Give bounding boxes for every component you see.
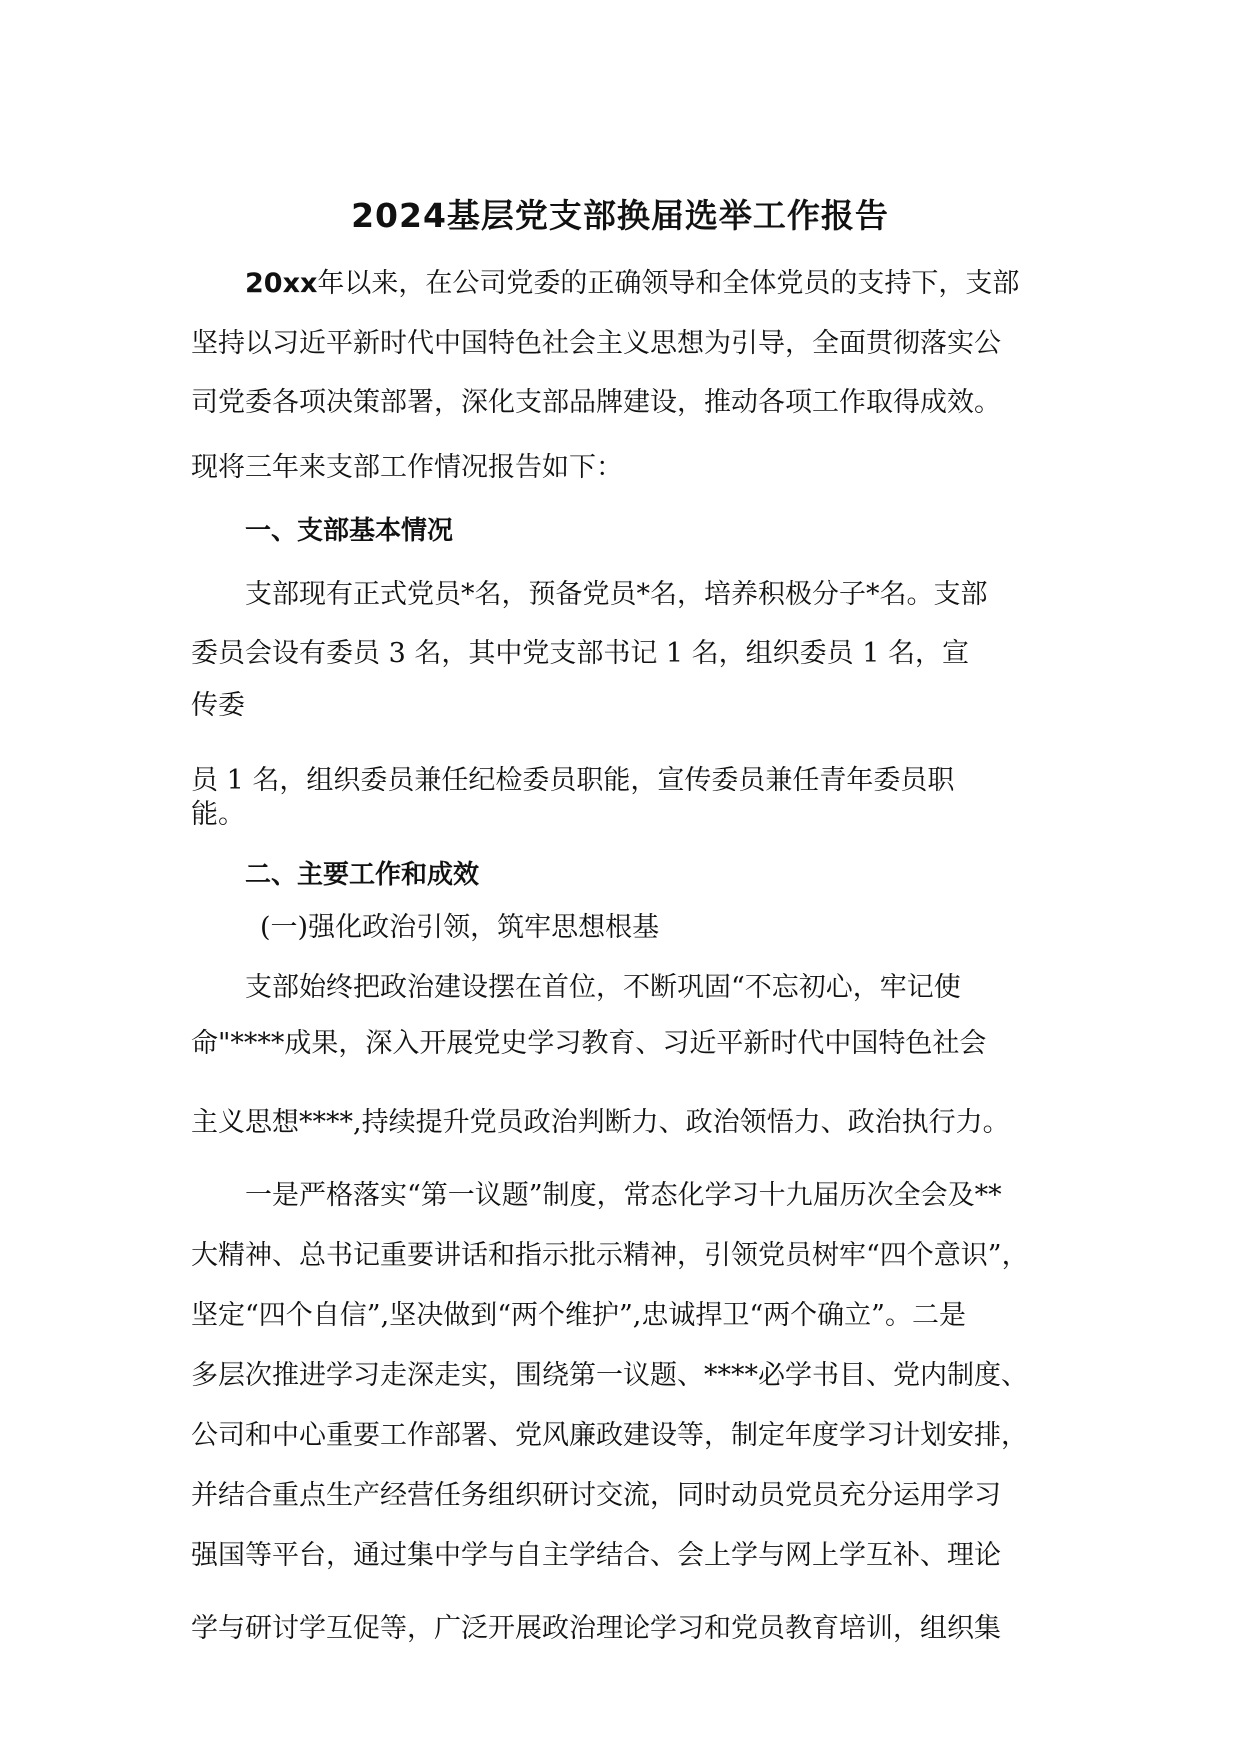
- section-1-line-5: 能。: [191, 799, 245, 830]
- paragraph-2-line-3: 坚定“四个自信”,坚决做到“两个维护”,忠诚捍卫“两个确立”。二是: [191, 1300, 966, 1331]
- paragraph-2-line-4: 多层次推进学习走深走实，围绕第一议题、****必学书目、党内制度、: [191, 1360, 1028, 1391]
- intro-line-1: [245, 264, 1019, 304]
- paragraph-2-line-2: 大精神、总书记重要讲话和指示批示精神，引领党员树牢“四个意识”，: [191, 1240, 1029, 1271]
- intro-line-2: 坚持以习近平新时代中国特色社会主义思想为引导，全面贯彻落实公: [191, 328, 1001, 359]
- section-2-heading: 二、主要工作和成效: [245, 860, 480, 890]
- intro-line-4: 现将三年来支部工作情况报告如下：: [191, 452, 623, 483]
- paragraph-2-line-6: 并结合重点生产经营任务组织研讨交流，同时动员党员充分运用学习: [191, 1480, 1001, 1511]
- section-2-subheading: (一)强化政治引领，筑牢思想根基: [260, 912, 660, 943]
- section-1-line-4: 员 1 名，组织委员兼任纪检委员职能，宣传委员兼任青年委员职: [191, 765, 955, 796]
- intro-line-1-text: 年以来，在公司党委的正确领导和全体党员的支持下，支部: [317, 268, 1020, 299]
- section-1-line-1: 支部现有正式党员*名，预备党员*名，培养积极分子*名。支部: [245, 579, 988, 610]
- intro-year: 20xx: [245, 268, 318, 299]
- section-1-line-2: 委员会设有委员 3 名，其中党支部书记 1 名，组织委员 1 名，宣: [191, 638, 970, 669]
- paragraph-2-line-1: 一是严格落实“第一议题”制度，常态化学习十九届历次全会及**: [245, 1180, 1002, 1211]
- paragraph-2-line-8: 学与研讨学互促等，广泛开展政治理论学习和党员教育培训，组织集: [191, 1613, 1001, 1644]
- paragraph-2-line-7: 强国等平台，通过集中学与自主学结合、会上学与网上学互补、理论: [191, 1540, 1001, 1571]
- intro-line-3: 司党委各项决策部署，深化支部品牌建设，推动各项工作取得成效。: [191, 387, 1001, 418]
- paragraph-1-line-3: 主义思想****,持续提升党员政治判断力、政治领悟力、政治执行力。: [191, 1107, 1010, 1138]
- document-title: 2024基层党支部换届选举工作报告: [351, 196, 889, 235]
- paragraph-1-line-1: 支部始终把政治建设摆在首位，不断巩固“不忘初心，牢记使: [245, 972, 961, 1003]
- paragraph-1-line-2: 命"****成果，深入开展党史学习教育、习近平新时代中国特色社会: [191, 1028, 987, 1059]
- section-1-heading: 一、支部基本情况: [245, 516, 454, 546]
- paragraph-2-line-5: 公司和中心重要工作部署、党风廉政建设等，制定年度学习计划安排，: [191, 1420, 1028, 1451]
- section-1-line-3: 传委: [191, 690, 245, 721]
